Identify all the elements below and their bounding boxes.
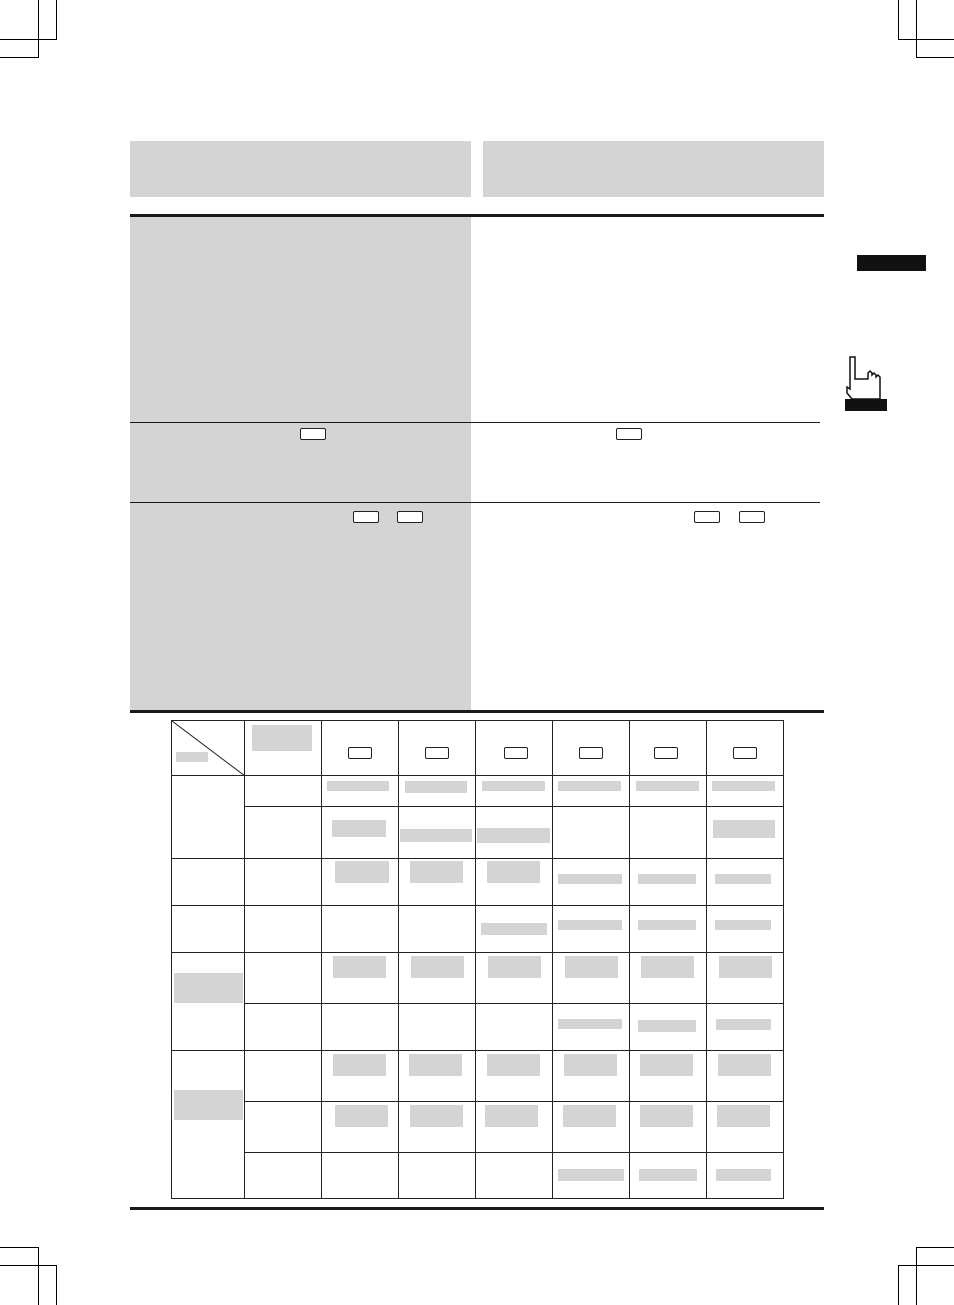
side-tab <box>857 255 926 271</box>
button-key-icon <box>397 511 423 523</box>
mid-rule <box>130 710 824 713</box>
button-key-icon <box>504 747 528 759</box>
button-key-icon <box>739 511 765 523</box>
column-header <box>553 721 630 776</box>
section-1-right <box>483 217 824 423</box>
button-key-icon <box>616 428 642 440</box>
column-header <box>399 721 476 776</box>
table-row <box>172 1050 784 1101</box>
button-key-icon <box>579 747 603 759</box>
table-row <box>172 776 784 807</box>
column-header <box>707 721 784 776</box>
button-key-icon <box>694 511 720 523</box>
table-row <box>172 859 784 906</box>
section-1-left <box>130 217 471 423</box>
corner-cell <box>172 721 245 776</box>
header-label-cell <box>245 721 322 776</box>
table-row <box>172 807 784 859</box>
button-key-icon <box>425 747 449 759</box>
spec-table <box>171 720 784 1199</box>
table-row <box>172 1003 784 1050</box>
column-header <box>630 721 707 776</box>
button-key-icon <box>733 747 757 759</box>
row-group-cell <box>172 1050 245 1198</box>
header-left <box>130 141 471 197</box>
section-3-right <box>483 503 824 710</box>
table-row <box>172 1101 784 1152</box>
bottom-rule <box>130 1207 824 1210</box>
section-2-right <box>483 423 824 503</box>
button-key-icon <box>353 511 379 523</box>
table-row <box>172 906 784 953</box>
table-row <box>172 1152 784 1198</box>
button-key-icon <box>348 747 372 759</box>
header-right <box>483 141 824 197</box>
table-row <box>172 953 784 1003</box>
button-key-icon <box>300 428 326 440</box>
pointing-hand-icon <box>843 355 887 413</box>
table-header-row <box>172 721 784 776</box>
section-3-left <box>130 503 471 710</box>
column-header <box>322 721 399 776</box>
column-header <box>476 721 553 776</box>
row-group-cell <box>172 953 245 1050</box>
button-key-icon <box>654 747 678 759</box>
row-group-cell <box>172 776 245 859</box>
diagonal-line <box>172 721 245 776</box>
